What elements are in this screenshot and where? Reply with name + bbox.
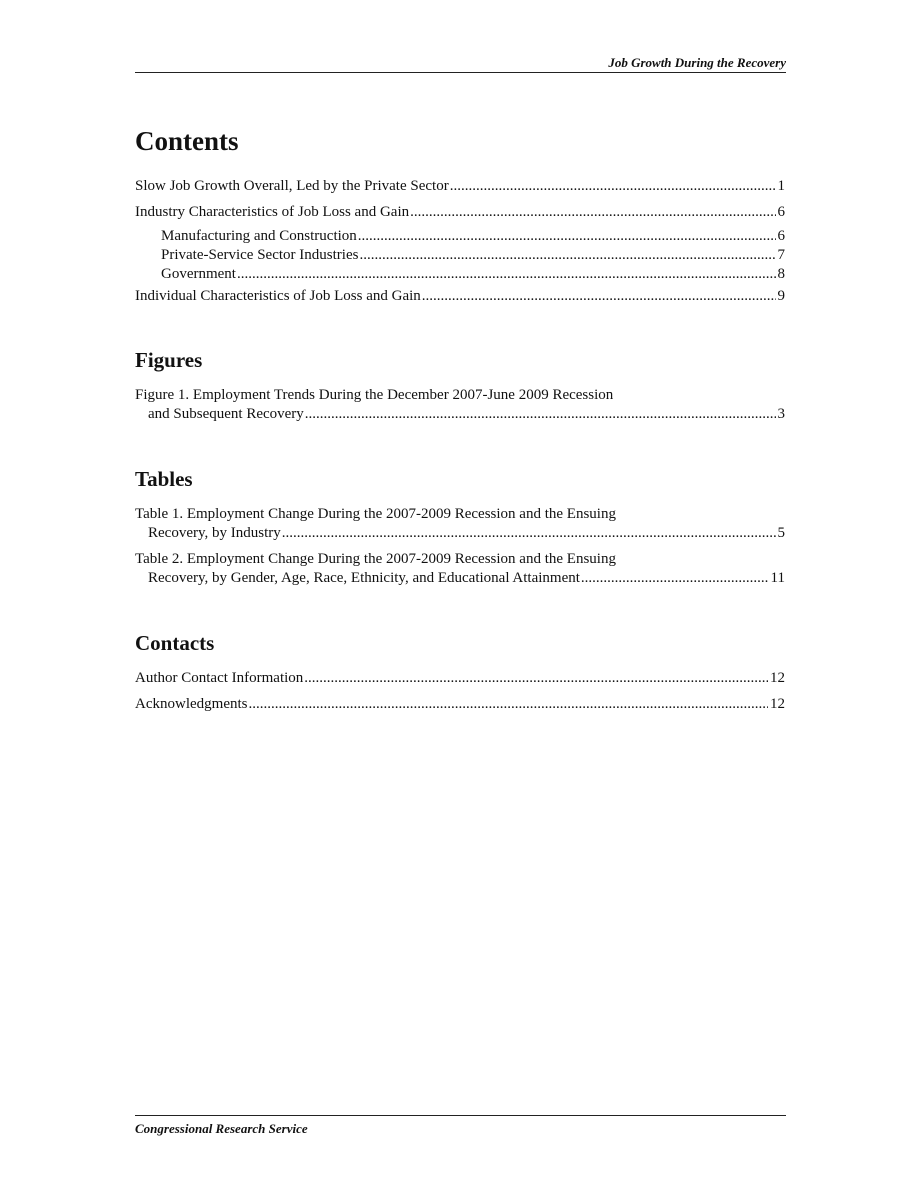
toc-entry[interactable]: [135, 287, 785, 306]
toc-entry-title: Industry Characteristics of Job Loss and Gain: [135, 204, 410, 220]
dot-leader: [581, 569, 769, 588]
table-entry[interactable]: [135, 550, 785, 588]
dot-leader: [282, 524, 776, 543]
table-entry-page: 5: [777, 525, 785, 541]
toc-entry-page: 8: [777, 266, 785, 282]
contacts-list: [135, 669, 785, 714]
figures-list: [135, 386, 785, 424]
table-entry-continuation: [135, 524, 785, 543]
dot-leader: [305, 405, 776, 424]
toc-entry-page: 6: [777, 204, 785, 220]
dot-leader: [410, 203, 775, 222]
figures-heading: Figures: [135, 348, 203, 372]
tables-heading: Tables: [135, 467, 193, 491]
contents-list: [135, 177, 785, 306]
toc-entry-title: Manufacturing and Construction: [161, 228, 357, 244]
dot-leader: [237, 265, 776, 284]
toc-entry-title: Individual Characteristics of Job Loss and Gain: [135, 288, 421, 304]
dot-leader: [359, 246, 775, 265]
dot-leader: [248, 695, 768, 714]
tables-list: [135, 505, 785, 588]
toc-subentry[interactable]: [135, 265, 785, 284]
toc-subentry[interactable]: [135, 246, 785, 265]
toc-entry-title: Acknowledgments: [135, 696, 248, 712]
page-footer: [135, 1115, 786, 1137]
table-entry[interactable]: [135, 505, 785, 543]
figure-entry[interactable]: [135, 386, 785, 424]
table-entry-title: Table 1. Employment Change During the 2007-2009 Recession and the Ensuing: [135, 506, 616, 522]
contents-heading: Contents: [135, 126, 239, 156]
figure-entry-title: Figure 1. Employment Trends During the December 2007-June 2009 Recession: [135, 387, 614, 403]
toc-entry-page: 6: [777, 228, 785, 244]
toc-entry-page: 12: [770, 696, 785, 712]
table-entry-page: 11: [770, 570, 785, 586]
figure-entry-title-cont: and Subsequent Recovery: [148, 406, 304, 422]
running-header-title: Job Growth During the Recovery: [608, 55, 786, 70]
toc-entry[interactable]: [135, 177, 785, 196]
toc-entry[interactable]: [135, 203, 785, 222]
toc-entry[interactable]: [135, 669, 785, 688]
toc-entry[interactable]: [135, 695, 785, 714]
table-entry-title-cont: Recovery, by Industry: [148, 525, 281, 541]
table-entry-title-cont: Recovery, by Gender, Age, Race, Ethnicity, and Educational Attainment: [148, 570, 580, 586]
table-entry-title: Table 2. Employment Change During the 2007-2009 Recession and the Ensuing: [135, 551, 616, 567]
toc-entry-title: Slow Job Growth Overall, Led by the Private Sector: [135, 178, 449, 194]
toc-entry-page: 9: [777, 288, 785, 304]
running-header: [135, 54, 786, 73]
dot-leader: [450, 177, 776, 196]
dot-leader: [358, 227, 776, 246]
figure-entry-continuation: [135, 405, 785, 424]
toc-entry-page: 1: [777, 178, 785, 194]
footer-publisher: Congressional Research Service: [135, 1121, 308, 1136]
figure-entry-page: 3: [777, 406, 785, 422]
toc-entry-title: Author Contact Information: [135, 670, 304, 686]
toc-entry-page: 12: [770, 670, 785, 686]
toc-entry-title: Private-Service Sector Industries: [161, 247, 359, 263]
dot-leader: [422, 287, 776, 306]
table-entry-continuation: [135, 569, 785, 588]
toc-subentry[interactable]: [135, 227, 785, 246]
toc-entry-title: Government: [161, 266, 236, 282]
dot-leader: [304, 669, 768, 688]
toc-entry-page: 7: [777, 247, 785, 263]
contacts-heading: Contacts: [135, 631, 215, 655]
